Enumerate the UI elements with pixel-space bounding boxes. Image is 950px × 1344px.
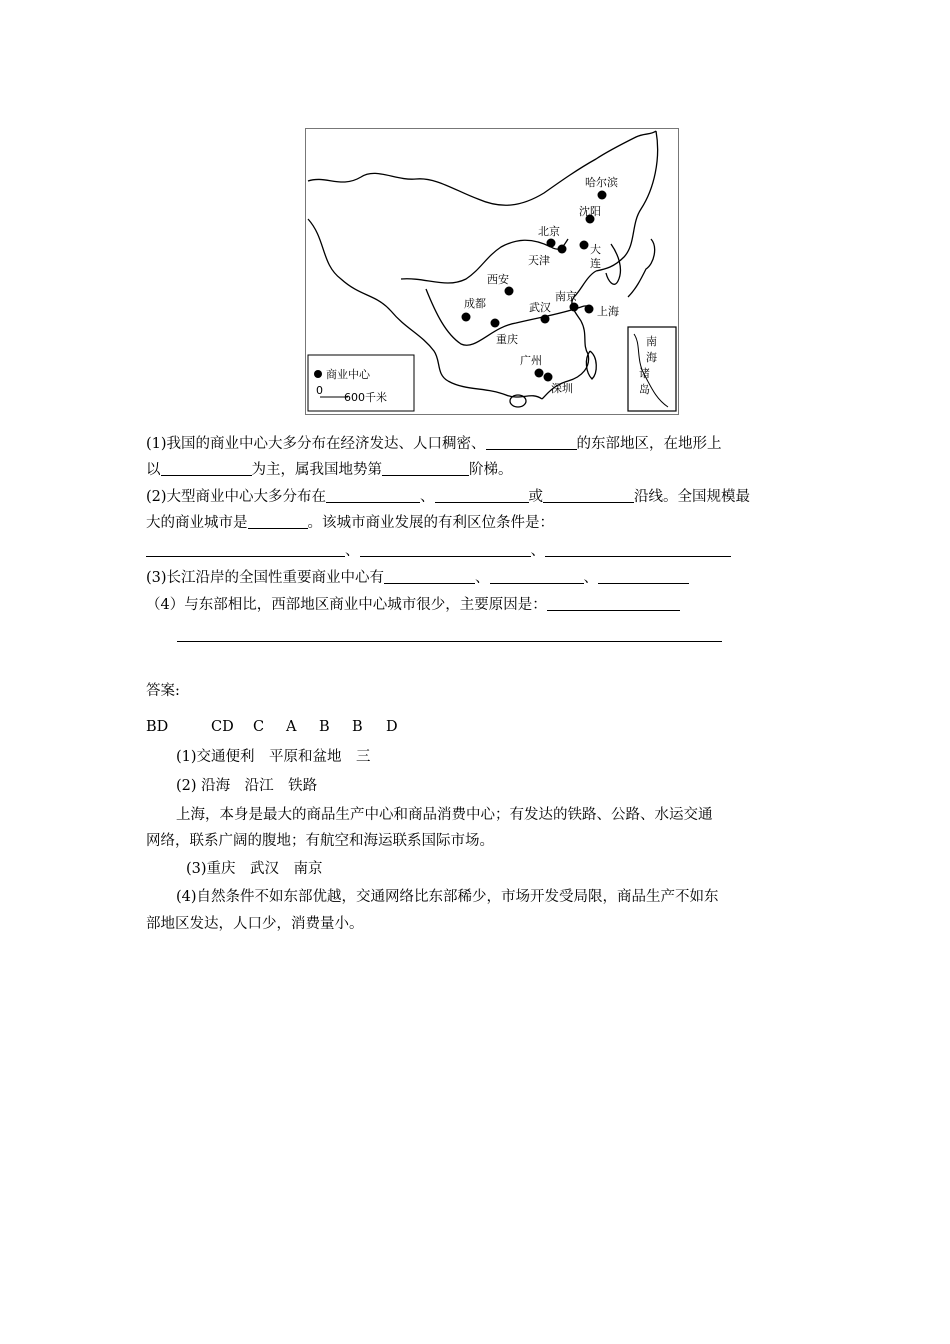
city-label-beijing: 北京	[538, 225, 560, 238]
answer-blank[interactable]	[598, 568, 689, 584]
answer-blank[interactable]	[326, 487, 420, 503]
legend-dot	[314, 370, 322, 378]
question-4: （4）与东部相比，西部地区商业中心城市很少，主要原因是：	[146, 594, 680, 616]
answer-4-line-1: (4)自然条件不如东部优越，交通网络比东部稀少，市场开发受局限，商品生产不如东	[176, 889, 719, 905]
northeast-border	[596, 131, 658, 271]
question-1-line-1: (1)我国的商业中心大多分布在经济发达、人口稠密、 的东部地区，在地形上	[146, 436, 722, 452]
answer-blank[interactable]	[490, 568, 584, 584]
legend-label: 商业中心	[326, 368, 370, 381]
country-border-south	[448, 381, 542, 399]
choice-answer-6: B	[352, 719, 363, 735]
choice-answer-2: CD	[211, 719, 234, 735]
city-label-xian: 西安	[487, 273, 509, 286]
answer-2: (2) 沿海 沿江 铁路	[176, 778, 318, 794]
question-1-line-2: 以 为主，属我国地势第 阶梯。	[146, 462, 513, 478]
answer-blank[interactable]	[435, 487, 529, 503]
choice-answer-5: B	[319, 719, 330, 735]
choice-answer-1: BD	[146, 719, 169, 735]
city-label-dalian-2: 连	[590, 257, 601, 270]
question-2-line-1: (2)大型商业中心大多分布在 、 或 沿线。全国规模最	[146, 489, 751, 505]
answer-blank[interactable]	[545, 541, 731, 557]
city-label-chongqing: 重庆	[496, 333, 518, 346]
answer-3: (3)重庆 武汉 南京	[186, 861, 323, 877]
answer-4-line-2: 部地区发达，人口少，消费量小。	[146, 916, 364, 932]
china-commercial-centers-map	[305, 128, 679, 415]
city-label-wuhan: 武汉	[529, 301, 551, 314]
svg-text:海: 海	[646, 351, 657, 364]
question-2-line-3: 、 、	[146, 540, 731, 562]
svg-text:南: 南	[646, 335, 657, 348]
svg-text:0: 0	[316, 384, 323, 397]
city-label-shenzhen: 深圳	[551, 382, 573, 395]
city-label-dalian-1: 大	[590, 243, 601, 256]
answer-blank[interactable]	[384, 568, 475, 584]
korean-peninsula	[606, 244, 620, 284]
answer-blank[interactable]	[248, 513, 308, 529]
choice-answer-4: A	[286, 719, 297, 735]
answer-2-detail-line-1: 上海，本身是最大的商品生产中心和商品消费中心；有发达的铁路、公路、水运交通	[176, 807, 713, 823]
question-2-line-2: 大的商业城市是 。该城市商业发展的有利区位条件是：	[146, 515, 554, 531]
answer-blank[interactable]	[382, 460, 469, 476]
choice-answer-7: D	[386, 719, 398, 735]
answer-blank[interactable]	[486, 434, 577, 450]
answer-blank[interactable]	[547, 595, 680, 611]
answer-line[interactable]	[177, 641, 722, 642]
city-label-harbin: 哈尔滨	[585, 176, 618, 189]
answer-blank[interactable]	[161, 460, 252, 476]
answer-1: (1)交通便利 平原和盆地 三	[176, 749, 371, 765]
city-label-shenyang: 沈阳	[579, 205, 601, 218]
answer-blank[interactable]	[360, 541, 531, 557]
answers-heading: 答案:	[146, 683, 180, 699]
city-label-nanjing: 南京	[555, 290, 577, 303]
svg-text:岛: 岛	[639, 383, 650, 396]
city-label-guangzhou: 广州	[520, 354, 542, 367]
svg-text:600千米: 600千米	[344, 391, 387, 404]
answer-2-detail-line-2: 网络，联系广阔的腹地；有航空和海运联系国际市场。	[146, 833, 494, 849]
answer-blank[interactable]	[146, 541, 345, 557]
choice-answer-3: C	[253, 719, 265, 735]
city-label-chengdu: 成都	[464, 297, 486, 310]
city-label-shanghai: 上海	[597, 305, 619, 318]
question-3: (3)长江沿岸的全国性重要商业中心有 、 、	[146, 567, 689, 589]
japan-islands	[628, 239, 655, 297]
svg-text:诸: 诸	[639, 367, 650, 380]
city-label-tianjin: 天津	[528, 254, 550, 267]
answer-blank[interactable]	[543, 487, 634, 503]
